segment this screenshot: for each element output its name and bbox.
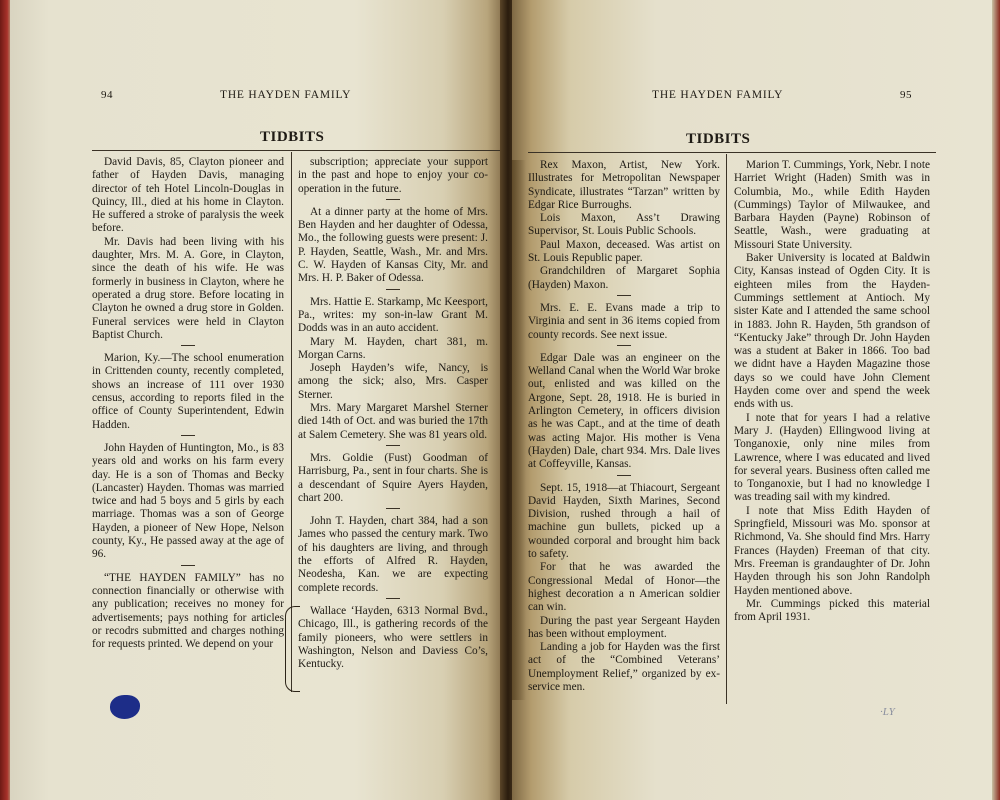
article-paragraph: Wallace ‘Hayden, 6313 Normal Bvd., Chicago, Ill., is gathering records of the family pioneers, who were settlers in Washington, Nelson and Daviess Co’s, Kentucky.	[298, 604, 488, 671]
right-page	[512, 0, 994, 800]
article-paragraph: For that he was awarded the Congressional Medal of Honor—the highest decoration a n American soldier can win.	[528, 561, 720, 614]
gutter-shadow	[512, 160, 526, 700]
article-paragraph: I note that Miss Edith Hayden of Springfield, Missouri was Mo. sponsor at Richmond, Va. She should find Mrs. Harry Frances (Hayden) Freeman of that city. Mrs. Freeman is grandaughter of Dr. John Hayden through his son John Randolph Hayden mentioned above.	[734, 504, 930, 597]
article-paragraph: Sept. 15, 1918—at Thiacourt, Sergeant David Hayden, Sixth Marines, Second Division, rushed through a hail of machine gun bullets, picked up a wounded corporal and brought him back to safety.	[528, 481, 720, 561]
item-separator	[181, 345, 195, 346]
item-separator	[617, 475, 631, 476]
article-paragraph: Rex Maxon, Artist, New York. Illustrates for Metropolitan Newspaper Syndicate, illustrates “Tarzan” written by Edgar Rice Burroughs.	[528, 159, 720, 211]
article-paragraph: “THE HAYDEN FAMILY” has no connection financially or otherwise with any publication; receives no money for advertisements; pays nothing for articles or recodrs submitted and charges nothing for requests printed. We depend on your	[92, 571, 284, 651]
article-paragraph: Marion T. Cummings, York, Nebr. I note Harriet Wright (Haden) Smith was in Columbia, Mo., while Edith Hayden (Cummings) Taylor of Milwaukee, and Barbara Hayden (Payne) Robinson of Seattle, Wash., were graduating at Missouri State University.	[734, 159, 930, 251]
section-title: TIDBITS	[260, 129, 325, 145]
item-separator	[617, 345, 631, 346]
article-paragraph: Mr. Cummings picked this material from April 1931.	[734, 597, 930, 624]
article-paragraph: Mary M. Hayden, chart 381, m. Morgan Carns.	[298, 335, 488, 361]
section-title: TIDBITS	[686, 131, 751, 147]
article-paragraph: During the past year Sergeant Hayden has been without employment.	[528, 614, 720, 640]
article-paragraph: John T. Hayden, chart 384, had a son James who passed the century mark. Two of his daughters are living, and through the efforts of Alfred R. Hayden, Neodesha, Kan. we are expecting complete records.	[298, 515, 488, 594]
article-paragraph: Paul Maxon, deceased. Was artist on St. Louis Republic paper.	[528, 238, 720, 265]
right-column-2	[734, 159, 930, 624]
article-paragraph: I note that for years I had a relative Mary J. (Hayden) Ellingwood living at Tonganoxie, only nine miles from Lawrence, where I was educated and lived for several years. Business often called me to Tonganoxie, but I had no knowledge I was treading sail with my kindred.	[734, 411, 930, 504]
article-paragraph: Joseph Hayden’s wife, Nancy, is among the sick; also, Mrs. Casper Sterner.	[298, 362, 488, 401]
item-separator	[617, 295, 631, 296]
left-column-2	[298, 156, 488, 671]
item-separator	[181, 565, 195, 566]
article-paragraph: Mrs. E. E. Evans made a trip to Virginia and sent in 36 items copied from county records. See next issue.	[528, 301, 720, 341]
article-paragraph: Landing a job for Hayden was the first act of the “Combined Veterans’ Unemployment Relief,” organized by ex-service men.	[528, 641, 720, 693]
item-separator	[386, 598, 400, 599]
article-paragraph: subscription; appreciate your support in the past and hope to enjoy your co-operation in the future.	[298, 156, 488, 195]
left-page	[10, 0, 502, 800]
left-column-1	[92, 156, 284, 651]
handwritten-bracket	[285, 606, 300, 692]
item-separator	[386, 508, 400, 509]
ink-stain	[110, 695, 140, 719]
article-paragraph: David Davis, 85, Clayton pioneer and father of Hayden Davis, managing director of teh Hotel Lincoln-Douglas in Quincy, Ill., died at his home in Clayton. He suffered a stroke of paralysis the week before.	[92, 156, 284, 235]
column-divider	[726, 154, 727, 704]
item-separator	[386, 289, 400, 290]
right-column-1	[528, 159, 720, 694]
article-paragraph: At a dinner party at the home of Mrs. Ben Hayden and her daughter of Odessa, Mo., the following guests were present: J. P. Hayden, Seattle, Wash., Mr. and Mrs. C. W. Hayden of Kansas City, Mr. and Mrs. H. P. Baker of Odessa.	[298, 205, 488, 285]
item-separator	[386, 199, 400, 200]
article-paragraph: John Hayden of Huntington, Mo., is 83 years old and works on his farm every day. He is a son of Thomas and Becky (Lancaster) Hayden. Thomas was married twice and had 5 boys and 5 girls by each marriage. Thomas was a son of George Hayden, a pioneer of New Hope, Nelson county, Ky., He passed away at the age of 96.	[92, 441, 284, 561]
article-paragraph: Grandchildren of Margaret Sophia (Hayden) Maxon.	[528, 265, 720, 291]
running-head: THE HAYDEN FAMILY	[652, 89, 784, 101]
running-head: THE HAYDEN FAMILY	[220, 89, 352, 101]
title-rule	[92, 150, 500, 151]
page-number: 95	[900, 89, 912, 101]
item-separator	[386, 445, 400, 446]
article-paragraph: Lois Maxon, Ass’t Drawing Supervisor, St. Louis Public Schools.	[528, 212, 720, 238]
article-paragraph: Marion, Ky.—The school enumeration in Crittenden county, recently completed, shows an increase of 111 over 1930 census, according to reports filed in the office of County Superintendent, Edwin Hadden.	[92, 352, 284, 431]
article-paragraph: Mrs. Mary Margaret Marshel Sterner died 14th of Oct. and was buried the 17th at Salem Cemetery. She was 81 years old.	[298, 402, 488, 441]
article-paragraph: Mrs. Goldie (Fust) Goodman of Harrisburg, Pa., sent in four charts. She is a descendant of Squire Ayers Hayden, chart 200.	[298, 451, 488, 504]
item-separator	[181, 435, 195, 436]
page-number: 94	[101, 89, 113, 101]
title-rule	[528, 152, 936, 153]
article-paragraph: Edgar Dale was an engineer on the Welland Canal when the World War broke out, enlisted and was killed on the Argone, Sept. 28, 1918. He is buried in Arlington Cemetery, in officers division as he was Capt., and at the time of death was acting Major. His mother is Vena (Hayden) Dale, chart 934. Mrs. Dale lives at Coffeyville, Kansas.	[528, 351, 720, 471]
article-paragraph: Baker University is located at Baldwin City, Kansas instead of Ogden City. It is eighteen miles from the Hayden-Cummings settlement at Antioch. My sister Kate and I attended the same school in 1883. John R. Hayden, 5th grandson of “Kentucky Jake” through Dr. John Hayden was a student at Baker in 1866. Too bad we didnt have a Hayden Magazine those days so we could have John Clement Hayden come over and spend the week ends with us.	[734, 252, 930, 411]
right-cover-edge	[992, 0, 1000, 800]
pencil-mark: ·LY	[880, 706, 895, 718]
article-paragraph: Mr. Davis had been living with his daughter, Mrs. M. A. Gore, in Clayton, since the death of his wife. He was formerly in business in Clayton, where he operated a drug store. Before locating in Clayton he owned a drug store in Golden. Funeral services were held in Clayton Baptist Church.	[92, 235, 284, 341]
article-paragraph: Mrs. Hattie E. Starkamp, Mc Keesport, Pa., writes: my son-in-law Grant M. Dodds was in an auto accident.	[298, 295, 488, 335]
